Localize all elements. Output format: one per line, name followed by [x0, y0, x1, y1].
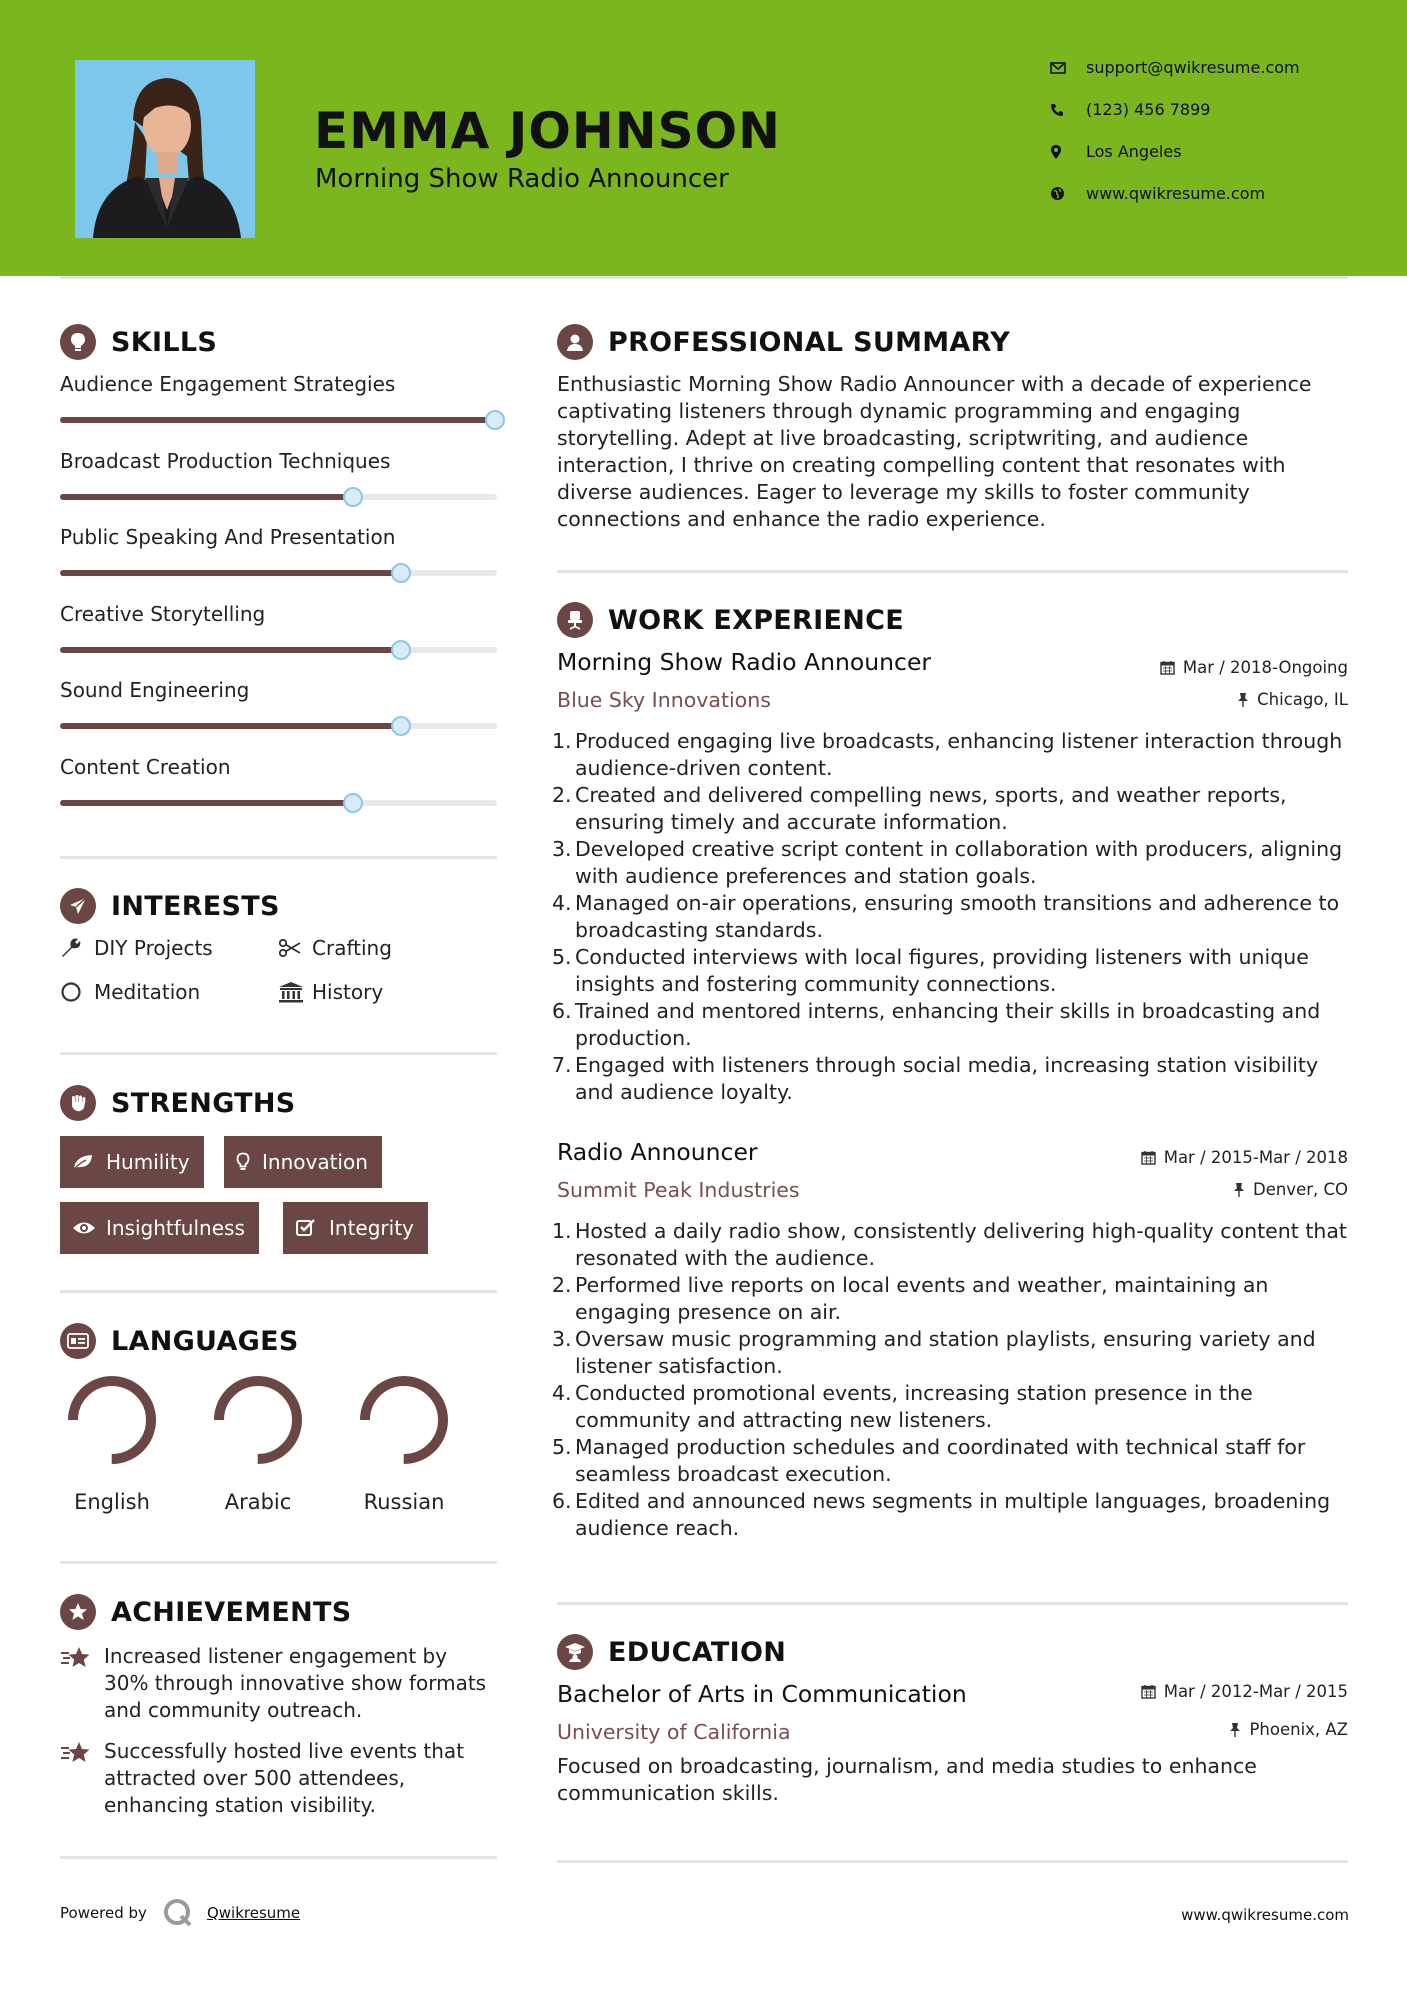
interests-divider: [60, 1052, 497, 1055]
language-label: Arabic: [224, 1490, 292, 1514]
education-heading: EDUCATION: [557, 1634, 786, 1670]
chair-icon: [557, 602, 593, 638]
job-bullet: 2. Performed live reports on local events and weather, maintaining an engaging presence on air.: [552, 1273, 1269, 1324]
skill-label: Content Creation: [60, 754, 231, 779]
globe-icon: [1050, 186, 1086, 201]
star-icon: [60, 1643, 104, 1724]
interest-item: History: [278, 980, 383, 1004]
skills-heading: SKILLS: [60, 324, 217, 360]
footer-website[interactable]: www.qwikresume.com: [1181, 1906, 1349, 1924]
strength-tag-innovation: Innovation: [224, 1136, 382, 1188]
id-card-icon: [60, 1323, 96, 1359]
contact-website[interactable]: [1050, 184, 1390, 203]
strength-tag-humility: Humility: [60, 1136, 204, 1188]
pushpin-icon: [1233, 1182, 1245, 1198]
job-location: Chicago, IL: [1237, 690, 1348, 709]
job-location: Denver, CO: [1233, 1180, 1348, 1199]
job-dates: Mar / 2018-Ongoing: [1160, 658, 1348, 677]
company-name: Blue Sky Innovations: [557, 688, 771, 712]
experience-divider: [557, 1602, 1348, 1605]
job-bullet: 2. Created and delivered compelling news, sports, and weather reports, ensuring timely and accurate information.: [552, 783, 1287, 834]
contact-location-text: Los Angeles: [1086, 142, 1182, 161]
profile-photo: [75, 60, 255, 238]
skill-bar-fill: [60, 800, 353, 806]
strength-tag-insightfulness: Insightfulness: [60, 1202, 259, 1254]
job-bullet: 6. Trained and mentored interns, enhancing their skills in broadcasting and production.: [552, 999, 1321, 1050]
job-title: Morning Show Radio Announcer: [557, 648, 932, 676]
job-title: Radio Announcer: [557, 1138, 758, 1166]
pushpin-icon: [1229, 1722, 1241, 1738]
strengths-heading: STRENGTHS: [60, 1085, 296, 1121]
fist-icon: [60, 1085, 96, 1121]
job-bullet: 1. Produced engaging live broadcasts, enhancing listener interaction through audience-driven content.: [552, 729, 1343, 780]
graduate-icon: [557, 1634, 593, 1670]
skill-bar: [60, 647, 497, 653]
contact-email[interactable]: [1050, 58, 1390, 77]
job-bullets: [552, 728, 1352, 1106]
job-bullet: 5. Managed production schedules and coordinated with technical staff for seamless broadcast execution.: [552, 1435, 1306, 1486]
school-name: University of California: [557, 1720, 791, 1744]
skill-bar-fill: [60, 417, 497, 423]
wrench-icon: [60, 937, 94, 959]
contact-phone-text: (123) 456 7899: [1086, 100, 1211, 119]
education-description: Focused on broadcasting, journalism, and media studies to enhance communication skills.: [557, 1754, 1257, 1805]
calendar-icon: [1141, 1150, 1156, 1165]
candidate-name: EMMA JOHNSON: [314, 102, 781, 160]
education-divider: [557, 1860, 1348, 1863]
user-icon: [557, 324, 593, 360]
company-name: Summit Peak Industries: [557, 1178, 800, 1202]
interests-heading: INTERESTS: [60, 888, 280, 924]
interest-item: Crafting: [278, 936, 392, 960]
skill-bar-fill: [60, 494, 353, 500]
skill-label: Sound Engineering: [60, 678, 250, 702]
skill-bar-fill: [60, 647, 401, 653]
job-dates: Mar / 2015-Mar / 2018: [1141, 1148, 1348, 1167]
job-bullet: 4. Conducted promotional events, increasing station presence in the community and attracting new listeners.: [552, 1381, 1253, 1432]
languages-divider: [60, 1561, 497, 1564]
job-bullet: 3. Developed creative script content in collaboration with producers, aligning with audience preferences and station goals.: [552, 837, 1343, 888]
skill-bar-knob: [391, 563, 411, 583]
lightbulb-icon: [236, 1152, 262, 1172]
skill-bar-knob: [391, 640, 411, 660]
strengths-divider: [60, 1290, 497, 1293]
skill-bar: [60, 723, 497, 729]
language-ring: [358, 1374, 450, 1466]
skill-bar-knob: [343, 487, 363, 507]
calendar-icon: [1141, 1684, 1156, 1699]
skill-bar-knob: [343, 793, 363, 813]
achievement-item: Increased listener engagement by 30% through innovative show formats and community outreach.: [60, 1643, 490, 1724]
candidate-role: Morning Show Radio Announcer: [315, 164, 729, 194]
skill-bar-fill: [60, 723, 401, 729]
job-bullet: 6. Edited and announced news segments in multiple languages, broadening audience reach.: [552, 1489, 1331, 1540]
education-dates: Mar / 2012-Mar / 2015: [1141, 1682, 1348, 1701]
phone-icon: [1050, 103, 1086, 117]
interest-item: Meditation: [60, 980, 200, 1004]
paper-plane-icon: [60, 888, 96, 924]
interest-item: DIY Projects: [60, 936, 213, 960]
skill-bar: [60, 417, 497, 423]
star-badge-icon: [60, 1594, 96, 1630]
skill-label: Creative Storytelling: [60, 601, 266, 626]
skill-bar-knob: [485, 410, 505, 430]
summary-divider: [557, 570, 1348, 573]
map-pin-icon: [1050, 144, 1086, 160]
summary-heading: PROFESSIONAL SUMMARY: [557, 324, 1010, 360]
achievements-divider: [60, 1856, 497, 1859]
qwikresume-logo-icon: [163, 1898, 193, 1928]
resume-header: [0, 0, 1407, 276]
language-ring: [66, 1374, 158, 1466]
language-label: English: [74, 1490, 150, 1514]
skill-bar: [60, 494, 497, 500]
contact-location: [1050, 142, 1390, 161]
pushpin-icon: [1237, 692, 1249, 708]
job-bullet: 4. Managed on-air operations, ensuring smooth transitions and adherence to broadcasting standards.: [552, 891, 1340, 942]
header-divider: [60, 276, 1348, 279]
envelope-icon: [1050, 61, 1086, 75]
skills-divider: [60, 856, 497, 859]
contact-email-text: support@qwikresume.com: [1086, 58, 1300, 77]
language-label: Russian: [363, 1490, 445, 1514]
circle-icon: [60, 981, 94, 1003]
degree-title: Bachelor of Arts in Communication: [557, 1680, 967, 1708]
education-location: Phoenix, AZ: [1229, 1720, 1348, 1739]
job-bullet: 3. Oversaw music programming and station playlists, ensuring variety and listener satisfaction.: [552, 1327, 1316, 1378]
job-bullets: [552, 1218, 1352, 1542]
footer-powered-by: Powered by Qwikresume: [60, 1898, 300, 1928]
achievements-heading: ACHIEVEMENTS: [60, 1594, 352, 1630]
skill-label: Broadcast Production Techniques: [60, 448, 391, 473]
checkbox-icon: [295, 1218, 329, 1238]
skill-bar: [60, 570, 497, 576]
skill-bar-fill: [60, 570, 401, 576]
bank-icon: [278, 981, 312, 1003]
job-bullet: 1. Hosted a daily radio show, consistently delivering high-quality content that resonated with the audience.: [552, 1219, 1347, 1270]
achievement-item: Successfully hosted live events that attracted over 500 attendees, enhancing station visibility.: [60, 1738, 490, 1819]
job-bullet: 7. Engaged with listeners through social media, increasing station visibility and audience loyalty.: [552, 1053, 1319, 1104]
lightbulb-icon: [60, 324, 96, 360]
qwikresume-link[interactable]: Qwikresume: [206, 1904, 301, 1922]
skill-bar-knob: [391, 716, 411, 736]
languages-heading: LANGUAGES: [60, 1323, 299, 1359]
scissors-icon: [278, 938, 312, 958]
skill-label: Audience Engagement Strategies: [60, 372, 396, 396]
calendar-icon: [1160, 660, 1175, 675]
skill-label: Public Speaking And Presentation: [60, 525, 396, 549]
star-icon: [60, 1738, 104, 1819]
contact-phone[interactable]: [1050, 100, 1390, 119]
eye-icon: [72, 1220, 106, 1236]
summary-text: Enthusiastic Morning Show Radio Announcer with a decade of experience captivating listeners through dynamic programming and engaging storytelling. Adept at live broadcasting, scriptwriting, and audience interaction, I thrive on creating compelling content that resonates with diverse audiences. Eager to leverage my skills to foster community connections and enhance the radio experience.: [557, 372, 1312, 531]
leaf-icon: [72, 1153, 106, 1171]
contact-website-text: www.qwikresume.com: [1086, 184, 1266, 203]
skill-bar: [60, 800, 497, 806]
job-bullet: 5. Conducted interviews with local figures, providing listeners with unique insights and fostering community connections.: [552, 945, 1309, 996]
experience-heading: WORK EXPERIENCE: [557, 602, 904, 638]
language-ring: [212, 1374, 304, 1466]
strength-tag-integrity: Integrity: [283, 1202, 428, 1254]
